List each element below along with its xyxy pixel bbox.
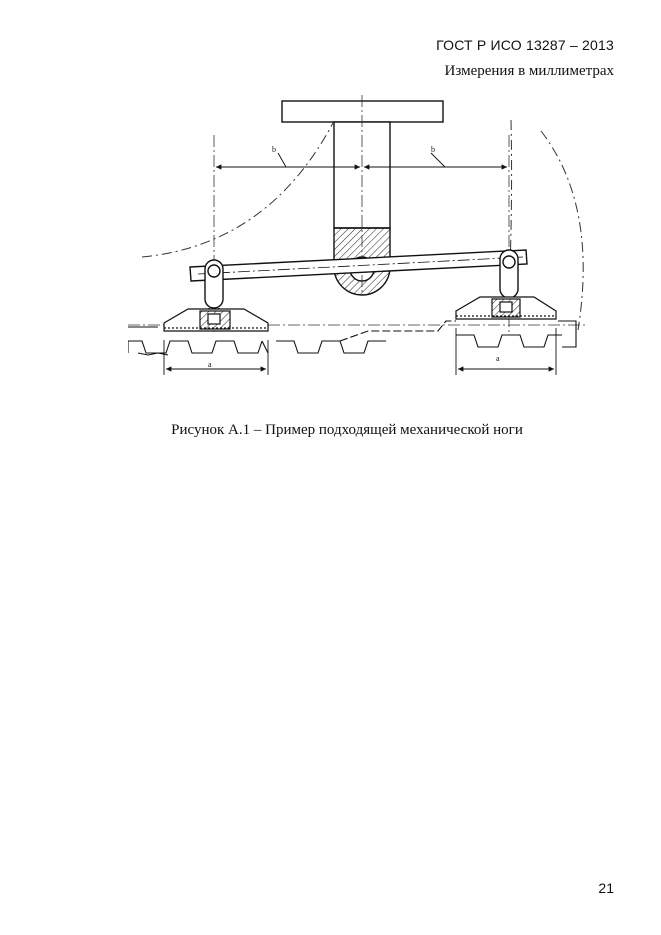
figure-caption: Рисунок А.1 – Пример подходящей механической ноги xyxy=(171,422,523,438)
right-foot-pad xyxy=(456,297,556,319)
dimension-label-a-left: a xyxy=(208,360,212,369)
left-link xyxy=(205,260,223,316)
page-number: 21 xyxy=(598,880,614,896)
document-code: ГОСТ Р ИСО 13287 – 2013 xyxy=(436,37,614,53)
dimension-label-b-right: b xyxy=(431,145,435,154)
dimension-label-a-right: a xyxy=(496,354,500,363)
dimension-label-b-left: b xyxy=(272,145,276,154)
left-foot-pad xyxy=(164,309,268,331)
mechanical-foot-drawing xyxy=(128,95,588,385)
top-platform xyxy=(282,101,443,122)
dimension-a xyxy=(164,328,556,375)
units-note: Измерения в миллиметрах xyxy=(444,63,614,79)
